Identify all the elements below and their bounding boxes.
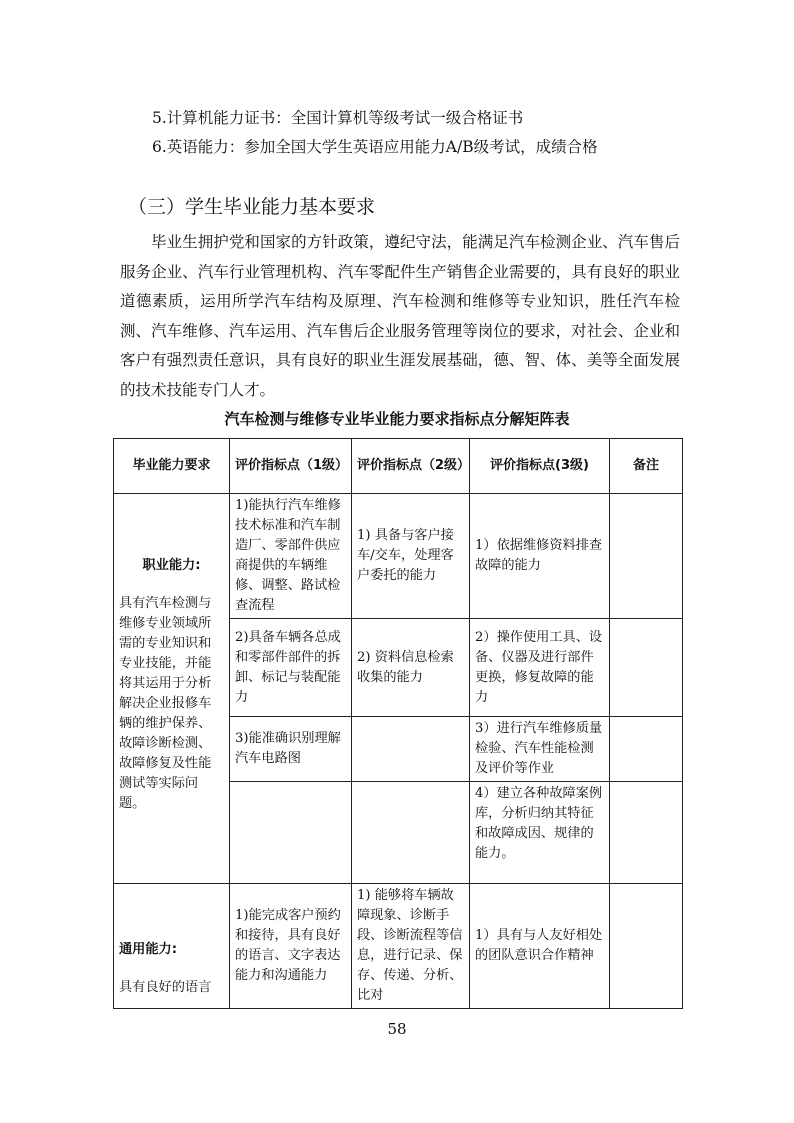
table-title: 汽车检测与维修专业毕业能力要求指标点分解矩阵表 bbox=[224, 410, 570, 428]
indicator-level1: 1)能执行汽车维修技术标准和汽车制造厂、零部件供应商提供的车辆维修、调整、路试检查流程 bbox=[230, 494, 352, 619]
remark-cell bbox=[610, 884, 683, 1009]
indicator-level3: 3）进行汽车维修质量检验、汽车性能检测及评价等作业 bbox=[470, 717, 610, 782]
indicator-level3: 1）依据维修资料排查故障的能力 bbox=[470, 494, 610, 619]
ability-name: 职业能力: bbox=[142, 558, 201, 573]
header-cell: 评价指标点(3级) bbox=[470, 439, 610, 494]
ability-desc: 具有汽车检测与维修专业领域所需的专业知识和专业技能，并能将其运用于分析解决企业报修车辆的维护保养、故障诊断检测、故障修复及性能测试等实际问题。 bbox=[119, 596, 212, 811]
header-cell: 评价指标点（1级） bbox=[230, 439, 352, 494]
remark-cell bbox=[610, 717, 683, 782]
remark-cell bbox=[610, 782, 683, 884]
indicator-level2: 1) 能够将车辆故障现象、诊断手段、诊断流程等信息，进行记录、保存、传递、分析、比对 bbox=[352, 884, 470, 1009]
indicator-level2 bbox=[352, 782, 470, 884]
body-paragraph bbox=[120, 228, 680, 405]
body-paragraph-text: 毕业生拥护党和国家的方针政策，遵纪守法，能满足汽车检测企业、汽车售后服务企业、汽车行业管理机构、汽车零配件生产销售企业需要的，具有良好的职业道德素质，运用所学汽车结构及原理、汽车检测和维修等专业知识，胜任汽车检测、汽车维修、汽车运用、汽车售后企业服务管理等岗位的要求，对社会、企业和客户有强烈责任意识，具有良好的职业生涯发展基础，德、智、体、美等全面发展的技术技能专门人才。 bbox=[120, 233, 680, 399]
remark-cell bbox=[610, 619, 683, 717]
table-row bbox=[114, 494, 683, 619]
indicator-level2: 1) 具备与客户接车/交车，处理客户委托的能力 bbox=[352, 494, 470, 619]
table-header-row bbox=[114, 439, 683, 494]
ability-matrix-table bbox=[113, 438, 683, 1009]
indicator-level1 bbox=[230, 782, 352, 884]
indicator-level3: 2）操作使用工具、设备、仪器及进行部件更换，修复故障的能力 bbox=[470, 619, 610, 717]
page-number: 58 bbox=[387, 1020, 407, 1038]
section-heading: （三）学生毕业能力基本要求 bbox=[128, 196, 376, 218]
ability-desc: 具有良好的语言 bbox=[119, 980, 212, 995]
table-row bbox=[114, 884, 683, 1009]
ability-cell-general bbox=[114, 884, 230, 1009]
remark-cell bbox=[610, 494, 683, 619]
cert-computer-line: 5.计算机能力证书：全国计算机等级考试一级合格证书 bbox=[152, 109, 524, 127]
ability-name: 通用能力: bbox=[119, 942, 178, 957]
indicator-level2 bbox=[352, 717, 470, 782]
header-cell: 备注 bbox=[610, 439, 683, 494]
indicator-level2: 2) 资料信息检索收集的能力 bbox=[352, 619, 470, 717]
ability-cell-professional bbox=[114, 494, 230, 884]
indicator-level1: 1)能完成客户预约和接待，具有良好的语言、文字表达能力和沟通能力 bbox=[230, 884, 352, 1009]
indicator-level3: 4）建立各种故障案例库，分析归纳其特征和故障成因、规律的能力。 bbox=[470, 782, 610, 884]
header-cell: 评价指标点（2级） bbox=[352, 439, 470, 494]
cert-english-line: 6.英语能力：参加全国大学生英语应用能力A/B级考试，成绩合格 bbox=[152, 138, 598, 156]
indicator-level3: 1）具有与人友好相处的团队意识合作精神 bbox=[470, 884, 610, 1009]
header-cell: 毕业能力要求 bbox=[114, 439, 230, 494]
indicator-level1: 2)具备车辆各总成和零部件部件的拆卸、标记与装配能力 bbox=[230, 619, 352, 717]
indicator-level1: 3)能准确识别理解汽车电路图 bbox=[230, 717, 352, 782]
